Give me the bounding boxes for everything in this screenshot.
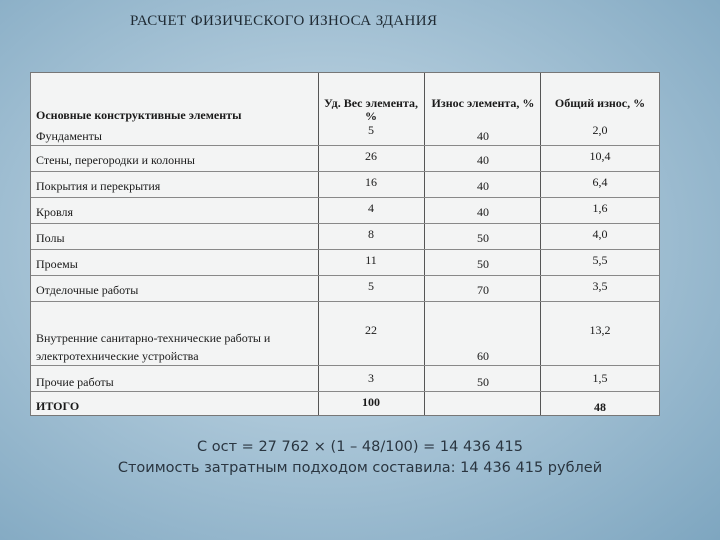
header-element-wear: Износ элемента, % (431, 96, 535, 110)
table-row-weight: 5 (368, 279, 374, 293)
table-row-name: Отделочные работы (36, 283, 139, 297)
table-row-wear: 70 (477, 283, 489, 297)
table-row-weight: 22 (365, 323, 377, 337)
table-row-name-continued: электротехнические устройства (36, 349, 199, 363)
table-row-weight: 11 (365, 253, 377, 267)
total-label: ИТОГО (36, 399, 80, 413)
table-row-total: 2,0 (592, 123, 608, 137)
row-divider (31, 365, 659, 366)
table-row-wear: 50 (477, 231, 489, 245)
row-divider (31, 275, 659, 276)
table-row-total: 3,5 (592, 279, 608, 293)
table-row-wear: 40 (477, 153, 489, 167)
slide-title: РАСЧЕТ ФИЗИЧЕСКОГО ИЗНОСА ЗДАНИЯ (130, 13, 438, 29)
row-divider (31, 391, 659, 392)
table-row-total: 1,5 (592, 371, 608, 385)
table-row-name: Полы (36, 231, 65, 245)
table-row-weight: 16 (365, 175, 377, 189)
table-row-name: Внутренние санитарно-технические работы и (36, 331, 271, 345)
table-row-name: Прочие работы (36, 375, 114, 389)
header-elements: Основные конструктивные элементы (36, 108, 242, 122)
table-row-wear: 50 (477, 375, 489, 389)
table-row-wear: 40 (477, 179, 489, 193)
col-divider (540, 73, 541, 415)
table-row-total: 5,5 (592, 253, 608, 267)
row-divider (31, 223, 659, 224)
row-divider (31, 197, 659, 198)
table-row-name: Фундаменты (36, 129, 102, 143)
table-row-weight: 26 (365, 149, 377, 163)
table-row-name: Проемы (36, 257, 78, 271)
table-row-total: 13,2 (589, 323, 611, 337)
table-row-weight: 8 (368, 227, 374, 241)
table-row-name: Стены, перегородки и колонны (36, 153, 195, 167)
table-row-total: 10,4 (589, 149, 611, 163)
header-total-wear: Общий износ, % (554, 96, 646, 110)
table-row-wear: 40 (477, 205, 489, 219)
table-row-wear: 60 (477, 349, 489, 363)
header-weight: Уд. Вес элемента, % (323, 96, 418, 123)
table-row-total: 4,0 (592, 227, 608, 241)
total-weight: 100 (362, 395, 380, 409)
row-divider (31, 301, 659, 302)
wear-table (30, 72, 660, 416)
table-row-wear: 40 (477, 129, 489, 143)
table-row-name: Кровля (36, 205, 74, 219)
table-row-weight: 4 (368, 201, 374, 215)
table-row-weight: 5 (368, 123, 374, 137)
residual-cost-formula: С ост = 27 762 × (1 – 48/100) = 14 436 415 (197, 439, 523, 455)
cost-approach-result: Стоимость затратным подходом составила: 14 436 415 рублей (117, 460, 603, 476)
row-divider (31, 145, 659, 146)
table-row-name: Покрытия и перекрытия (36, 179, 161, 193)
table-row-wear: 50 (477, 257, 489, 271)
table-row-total: 1,6 (592, 201, 608, 215)
row-divider (31, 171, 659, 172)
col-divider (318, 73, 319, 415)
col-divider (424, 73, 425, 415)
row-divider (31, 249, 659, 250)
table-row-total: 6,4 (592, 175, 608, 189)
total-wear: 48 (594, 400, 606, 414)
table-row-weight: 3 (368, 371, 374, 385)
